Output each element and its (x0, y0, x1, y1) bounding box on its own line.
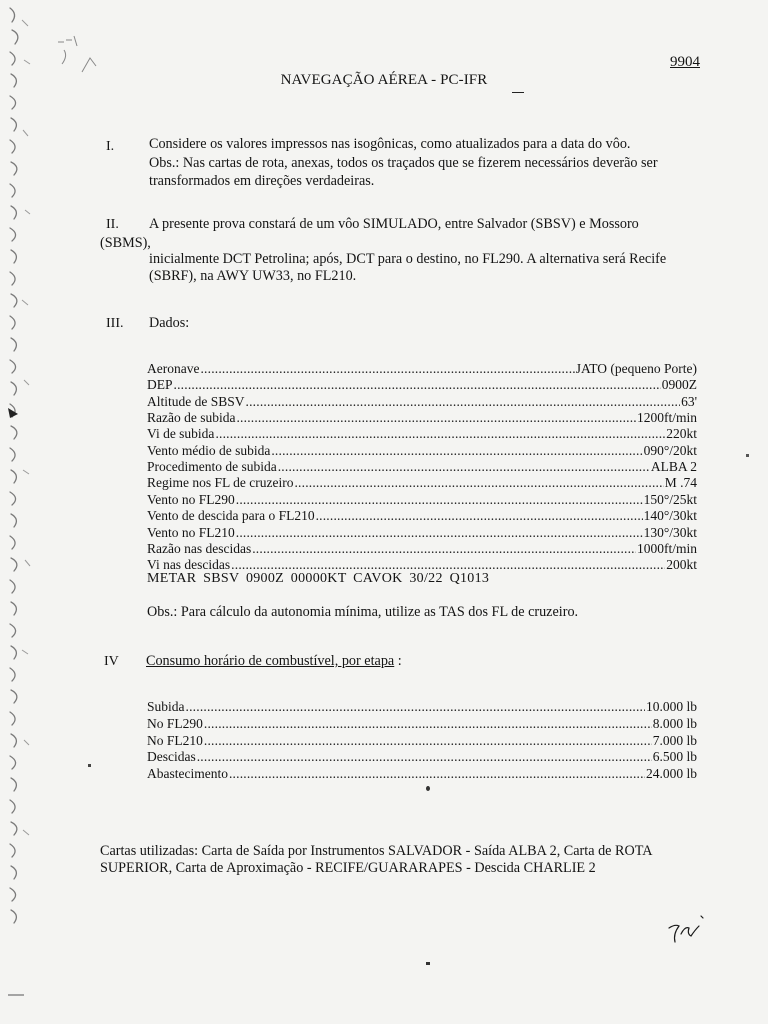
scan-speck (88, 764, 91, 767)
flight-data-row (147, 508, 697, 525)
flight-data-row (147, 361, 697, 378)
flight-data-label: DEP (147, 377, 173, 393)
flight-data-dot-leader (246, 394, 681, 411)
flight-data-row (147, 443, 697, 460)
section-2-number: II. (106, 217, 119, 232)
scan-speck (426, 962, 430, 965)
flight-data-value: 200kt (666, 557, 697, 573)
flight-data-value: 150°/25kt (643, 491, 697, 507)
fuel-label: Abastecimento (147, 766, 228, 782)
flight-data-value: 1000ft/min (637, 540, 697, 556)
flight-data-value: 090°/20kt (643, 442, 697, 458)
flight-data-dot-leader (294, 475, 663, 492)
section-4-heading-colon: : (397, 653, 402, 669)
flight-data-label: Vento no FL290 (147, 491, 235, 507)
fuel-dot-leader (186, 699, 645, 716)
fuel-label: Subida (147, 699, 185, 714)
section-1-line-2: Obs.: Nas cartas de rota, anexas, todos os traçados que se fizerem necessários deverão ser (149, 155, 658, 171)
flight-data-label: Razão de subida (147, 410, 236, 426)
fuel-dot-leader (197, 749, 652, 766)
section-1-line-3: transformados em direções verdadeiras. (149, 173, 375, 189)
flight-data-label: Vi de subida (147, 426, 215, 442)
flight-data-value: 0900Z (661, 377, 697, 393)
fuel-dot-leader (204, 716, 652, 733)
section-2-line-1: A presente prova constará de um vôo SIMULADO, entre Salvador (SBSV) e Mossoro (149, 216, 639, 232)
flight-data-dot-leader (316, 508, 643, 525)
document-code (670, 54, 700, 71)
fuel-label: No FL210 (147, 732, 203, 748)
scan-speck (426, 786, 430, 791)
flight-data-value: ALBA 2 (650, 459, 697, 475)
section-3-number: III. (106, 316, 124, 331)
section-2-line-2: (SBMS), (100, 235, 151, 251)
fuel-dot-leader (204, 733, 652, 750)
fuel-value: 24.000 lb (645, 766, 697, 782)
section-2-line-3: inicialmente DCT Petrolina; após, DCT para o destino, no FL290. A alternativa será Recife (149, 251, 667, 267)
flight-data-dot-leader (236, 410, 636, 427)
flight-data-label: Vento de descida para o FL210 (147, 508, 315, 524)
handwritten-initials-graphic (655, 912, 715, 948)
fuel-row (147, 766, 697, 783)
flight-data-dot-leader (271, 443, 642, 460)
flight-data-value: M .74 (664, 475, 697, 491)
flight-data-dot-leader (200, 361, 574, 378)
binding-marks-graphic (4, 0, 38, 1000)
section-4-number: IV (104, 654, 119, 669)
flight-data-row (147, 377, 697, 394)
flight-data-dot-leader (236, 525, 643, 542)
section-2-line-4: (SBRF), na AWY UW33, no FL210. (149, 268, 357, 284)
flight-data-value: 130°/30kt (643, 524, 697, 540)
flight-data-label: Vento médio de subida (147, 442, 271, 458)
document-title: NAVEGAÇÃO AÉREA - PC-IFR (280, 72, 488, 88)
flight-data-row (147, 459, 697, 476)
flight-data-label: Vi nas descidas (147, 557, 231, 573)
scan-speck (746, 454, 749, 457)
footer-line-2: SUPERIOR, Carta de Aproximação - RECIFE/GUARARAPES - Descida CHARLIE 2 (100, 860, 596, 876)
flight-data-row (147, 525, 697, 542)
flight-data-row (147, 541, 697, 558)
flight-data-label: Aeronave (147, 361, 200, 376)
fuel-dot-leader (229, 766, 645, 783)
document-code-text: 9904 (670, 54, 700, 70)
flight-data-row (147, 492, 697, 509)
flight-data-value: 220kt (666, 426, 697, 442)
footer-line-1: Cartas utilizadas: Carta de Saída por Instrumentos SALVADOR - Saída ALBA 2, Carta de ROTA (100, 843, 653, 859)
flight-data-value: 63' (681, 393, 697, 409)
fuel-value: 10.000 lb (645, 699, 697, 714)
section-1-number: I. (106, 139, 115, 154)
flight-data-label: Altitude de SBSV (147, 393, 245, 409)
flight-data-dot-leader (215, 426, 665, 443)
flight-data-row (147, 410, 697, 427)
section-3-heading: Dados: (149, 315, 190, 331)
flight-data-label: Vento no FL210 (147, 524, 235, 540)
flight-data-label: Regime nos FL de cruzeiro (147, 475, 294, 491)
fuel-row (147, 699, 697, 716)
flight-data-value: 140°/30kt (643, 508, 697, 524)
fuel-row (147, 716, 697, 733)
section-4-heading-text: Consumo horário de combustível, por etapa (146, 653, 395, 669)
fuel-label: No FL290 (147, 715, 203, 731)
fuel-value: 7.000 lb (652, 732, 697, 748)
flight-data-value: JATO (pequeno Porte) (575, 361, 697, 376)
flight-data-dot-leader (236, 492, 643, 509)
fuel-value: 8.000 lb (652, 715, 697, 731)
flight-data-row (147, 475, 697, 492)
fuel-label: Descidas (147, 749, 196, 765)
flight-data-label: Procedimento de subida (147, 459, 277, 475)
scan-mark-graphic (52, 28, 112, 78)
fuel-row (147, 733, 697, 750)
fuel-row (147, 749, 697, 766)
flight-data-row (147, 426, 697, 443)
flight-data-dot-leader (252, 541, 636, 558)
flight-data-dot-leader (278, 459, 650, 476)
title-dash-mark (512, 92, 524, 93)
section-3-obs: Obs.: Para cálculo da autonomia mínima, utilize as TAS dos FL de cruzeiro. (147, 604, 579, 620)
fuel-value: 6.500 lb (652, 749, 697, 765)
flight-data-label: Razão nas descidas (147, 540, 252, 556)
section-4-heading (146, 652, 402, 671)
flight-data-value: 1200ft/min (637, 410, 697, 426)
metar-line: METAR SBSV 0900Z 00000KT CAVOK 30/22 Q1013 (147, 571, 490, 586)
flight-data-dot-leader (174, 377, 661, 394)
flight-data-row (147, 394, 697, 411)
section-1-line-1: Considere os valores impressos nas isogônicas, como atualizados para a data do vôo. (149, 136, 631, 152)
